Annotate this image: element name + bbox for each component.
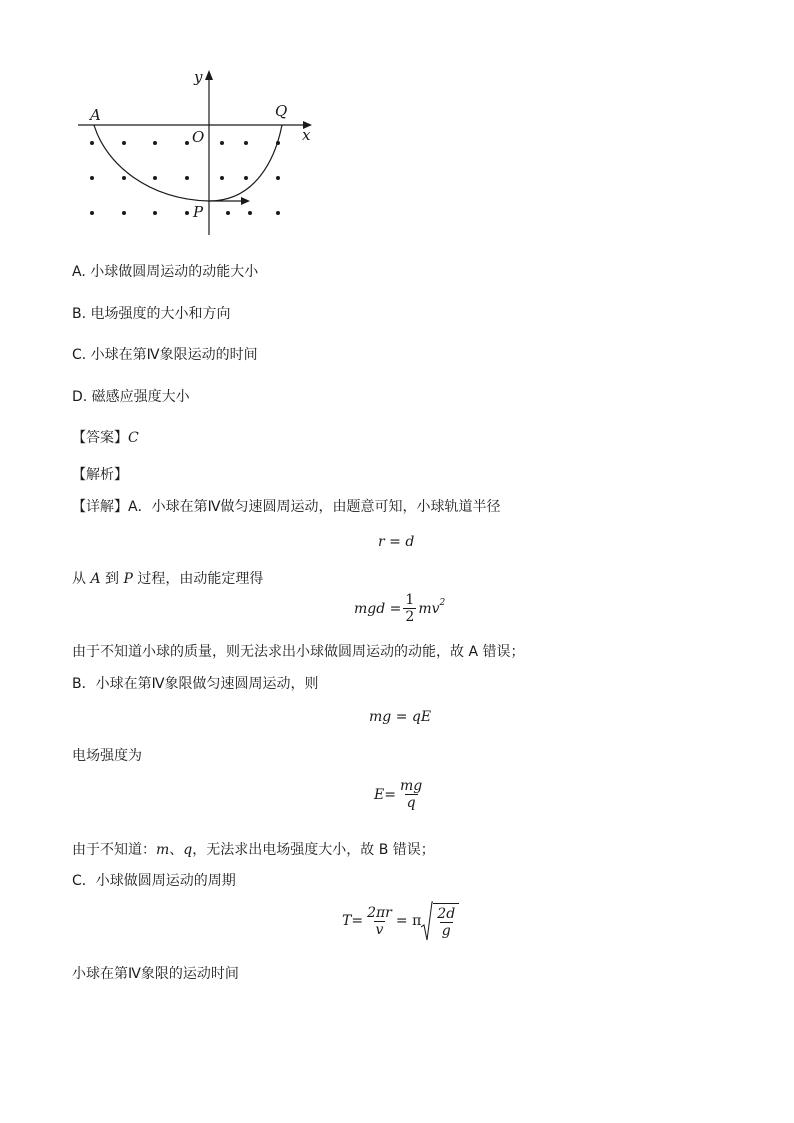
option-b: B. 电场强度的大小和方向 <box>72 306 231 322</box>
physics-diagram <box>70 60 330 245</box>
fraction-2pir-v <box>365 905 394 938</box>
equation-field-lhs: E= <box>374 786 396 803</box>
label-y: y <box>194 68 203 86</box>
line-a-to-p-mid: 到 <box>100 571 124 587</box>
line-conclusion-a: 由于不知道小球的质量，则无法求出小球做圆周运动的动能，故 A 错误； <box>72 644 525 660</box>
fraction-half <box>403 592 416 625</box>
equation-balance: mg = qE <box>369 709 432 725</box>
line-field-strength: 电场强度为 <box>72 748 142 764</box>
fraction-mg-q-num: mg <box>399 778 423 794</box>
fraction-mg-q <box>398 778 424 811</box>
option-a: A. 小球做圆周运动的动能大小 <box>72 264 259 280</box>
line-b-intro: B．小球在第Ⅳ象限做匀速圆周运动，则 <box>72 676 319 692</box>
line-conclusion-b-sep: 、 <box>169 842 184 858</box>
equation-period-lhs: T= <box>342 913 364 929</box>
fraction-half-num: 1 <box>405 592 415 608</box>
fraction-mg-q-den: q <box>406 795 416 811</box>
radical-sign-icon <box>421 901 433 941</box>
equation-period-mid: = π <box>395 913 422 929</box>
fraction-2pir-v-den: v <box>375 921 384 938</box>
answer-prefix: 【答案】 <box>72 430 128 446</box>
equation-energy-sup: 2 <box>439 598 446 608</box>
y-axis-arrow-icon <box>205 70 213 80</box>
sqrt-2d-g <box>421 901 459 941</box>
line-conclusion-b-m: m <box>156 842 170 858</box>
line-conclusion-b-pre: 由于不知道： <box>72 842 156 858</box>
fraction-2pir-v-num: 2πr <box>367 904 392 921</box>
equation-period <box>342 901 459 941</box>
equation-field <box>374 778 426 811</box>
line-c-time: 小球在第Ⅳ象限的运动时间 <box>72 966 239 982</box>
label-P: P <box>193 203 204 221</box>
trajectory-curve <box>94 125 282 201</box>
line-a-to-p-a: A <box>90 571 101 587</box>
equation-radius: r = d <box>378 534 415 550</box>
line-a-to-p-pre: 从 <box>72 571 91 587</box>
equation-energy <box>354 592 445 625</box>
answer-line <box>72 427 139 447</box>
equation-energy-rhs: mv <box>418 600 440 617</box>
answer-value: C <box>128 430 139 446</box>
velocity-arrow-head-icon <box>241 197 250 205</box>
option-d: D. 磁感应强度大小 <box>72 389 190 405</box>
label-x: x <box>302 126 311 144</box>
line-a-to-p <box>72 568 263 588</box>
line-conclusion-b <box>72 839 435 859</box>
label-A: A <box>90 106 101 124</box>
sqrt-num: 2d <box>437 906 456 922</box>
label-Q: Q <box>275 102 288 120</box>
line-a-to-p-post: 过程，由动能定理得 <box>132 571 264 587</box>
equation-energy-lhs: mgd = <box>354 600 402 617</box>
line-conclusion-b-q: q <box>183 842 193 858</box>
label-O: O <box>192 128 205 146</box>
line-a-to-p-p: P <box>123 571 133 587</box>
line-conclusion-b-post: ，无法求出电场强度大小，故 B 错误； <box>192 842 435 858</box>
analysis-title: 【解析】 <box>72 467 128 483</box>
line-c-intro: C．小球做圆周运动的周期 <box>72 873 236 889</box>
sqrt-den: g <box>441 923 451 939</box>
magnetic-field-dots <box>90 141 280 215</box>
option-c: C. 小球在第Ⅳ象限运动的时间 <box>72 347 258 363</box>
fraction-half-den: 2 <box>405 609 415 625</box>
detail-line: 【详解】A．小球在第Ⅳ做匀速圆周运动，由题意可知，小球轨道半径 <box>72 499 501 515</box>
